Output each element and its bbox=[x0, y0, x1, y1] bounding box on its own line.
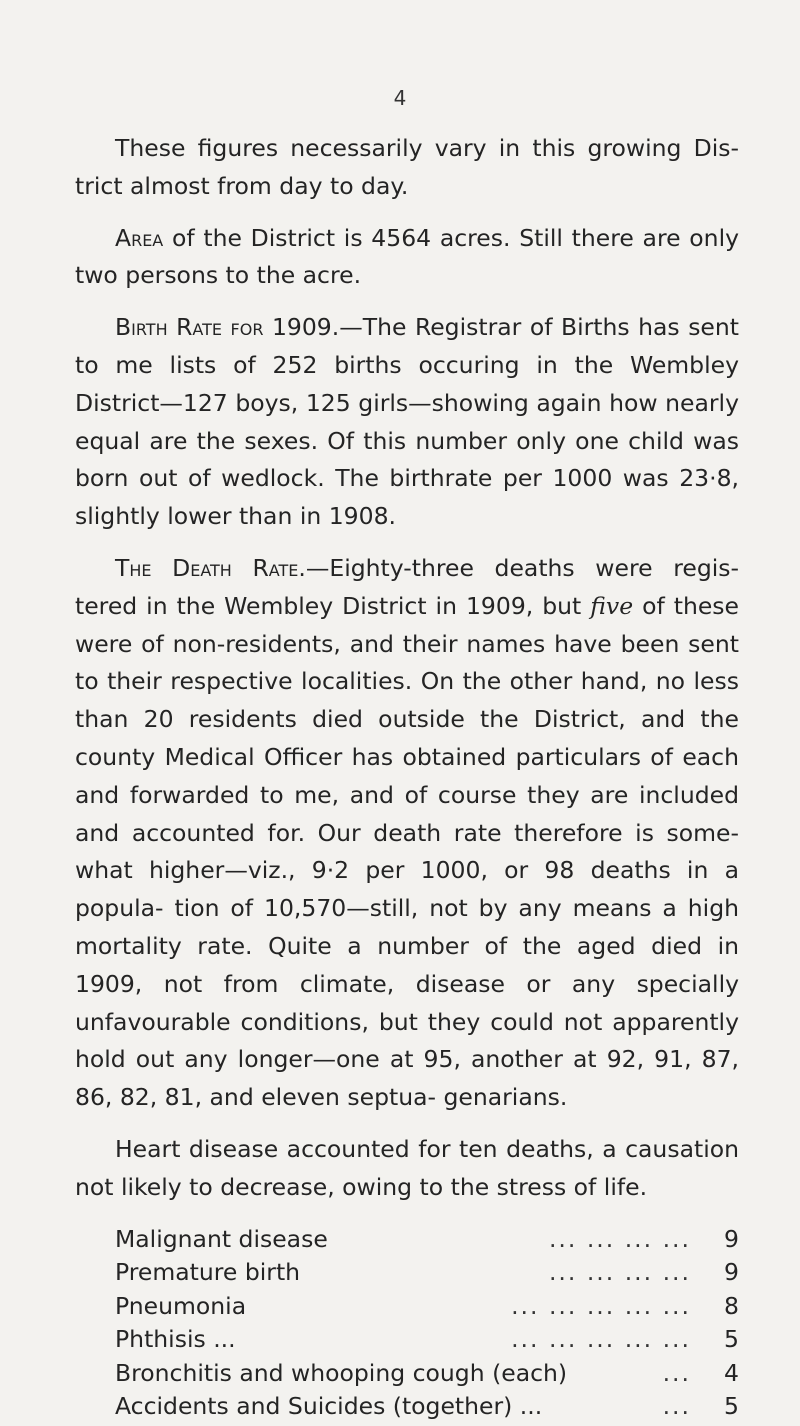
list-item bbox=[115, 1388, 739, 1422]
causes-of-death-list bbox=[75, 1221, 739, 1423]
cause-label: Pneumonia bbox=[115, 1291, 247, 1320]
leader-dots: ... ... ... ... ... bbox=[511, 1325, 691, 1354]
area-heading: Area bbox=[115, 223, 164, 252]
list-item bbox=[115, 1221, 739, 1255]
list-item bbox=[115, 1321, 739, 1355]
paragraph-birth-rate bbox=[75, 309, 739, 536]
death-rate-italic: five bbox=[590, 591, 634, 620]
cause-label: Phthisis ... bbox=[115, 1325, 236, 1354]
heart-disease-text: Heart disease accounted for ten deaths, a causation not likely to decrease, owing to the stress of life. bbox=[75, 1134, 739, 1201]
cause-count: 5 bbox=[724, 1325, 739, 1354]
death-rate-heading: The Death Rate. bbox=[115, 553, 306, 582]
cause-label: Bronchitis and whooping cough (each) bbox=[115, 1358, 568, 1387]
leader-dots: ... ... ... ... bbox=[548, 1224, 691, 1253]
death-rate-text-b: of these were of non-residents, and their names have been sent to their respective localities. On the other hand, no less than 20 residents died outside the District, and the county Medical Officer has obtained particulars of each and forwarded to me, and of course they are included and accounted for. Our death rate therefore is some- what higher—viz., 9·2 per 1000, or 98 deaths in a popula- tion of 10,570—still, not by any means a high mortality rate. Quite a number of the aged died in 1909, not from climate, disease or any specially unfavourable conditions, but they could not apparently hold out any longer—one at 95, another at 92, 91, 87, 86, 82, 81, and eleven septua- genarians. bbox=[75, 591, 740, 1112]
document-body bbox=[75, 130, 739, 1422]
death-rate-text-a: —Eighty-three deaths were regis- tered in the Wembley District in 1909, but bbox=[75, 553, 739, 620]
cause-count: 8 bbox=[724, 1291, 739, 1320]
paragraph-intro bbox=[75, 130, 739, 206]
leader-dots: ... bbox=[662, 1358, 691, 1387]
leader-dots: ... ... ... ... ... bbox=[511, 1291, 691, 1320]
list-item bbox=[115, 1288, 739, 1322]
cause-count: 5 bbox=[724, 1392, 739, 1421]
cause-label: Accidents and Suicides (together) ... bbox=[115, 1392, 543, 1421]
birth-rate-text: —The Registrar of Births has sent to me lists of 252 births occuring in the Wembley District—127 boys, 125 girls—showing again how nearly equal are the sexes. Of this number only one child was born out of wedlock. The birthrate per 1000 was 23·8, slightly lower than in 1908. bbox=[75, 313, 739, 531]
paragraph-intro-text: These figures necessarily vary in this growing Dis- trict almost from day to day. bbox=[75, 134, 739, 200]
leader-dots: ... bbox=[662, 1392, 691, 1421]
cause-count: 4 bbox=[724, 1358, 739, 1387]
cause-label: Malignant disease bbox=[115, 1224, 328, 1253]
birth-rate-heading: Birth Rate for 1909. bbox=[115, 313, 340, 342]
paragraph-heart-disease bbox=[75, 1131, 739, 1207]
page-number: 4 bbox=[393, 86, 407, 110]
cause-label: Premature birth bbox=[115, 1258, 301, 1287]
leader-dots: ... ... ... ... bbox=[548, 1258, 691, 1287]
list-item bbox=[115, 1254, 739, 1288]
area-text: of the District is 4564 acres. Still there are only two persons to the acre. bbox=[75, 223, 739, 290]
paragraph-death-rate bbox=[75, 550, 739, 1117]
list-item bbox=[115, 1355, 739, 1389]
cause-count: 9 bbox=[724, 1258, 739, 1287]
cause-count: 9 bbox=[724, 1224, 739, 1253]
paragraph-area bbox=[75, 220, 739, 296]
